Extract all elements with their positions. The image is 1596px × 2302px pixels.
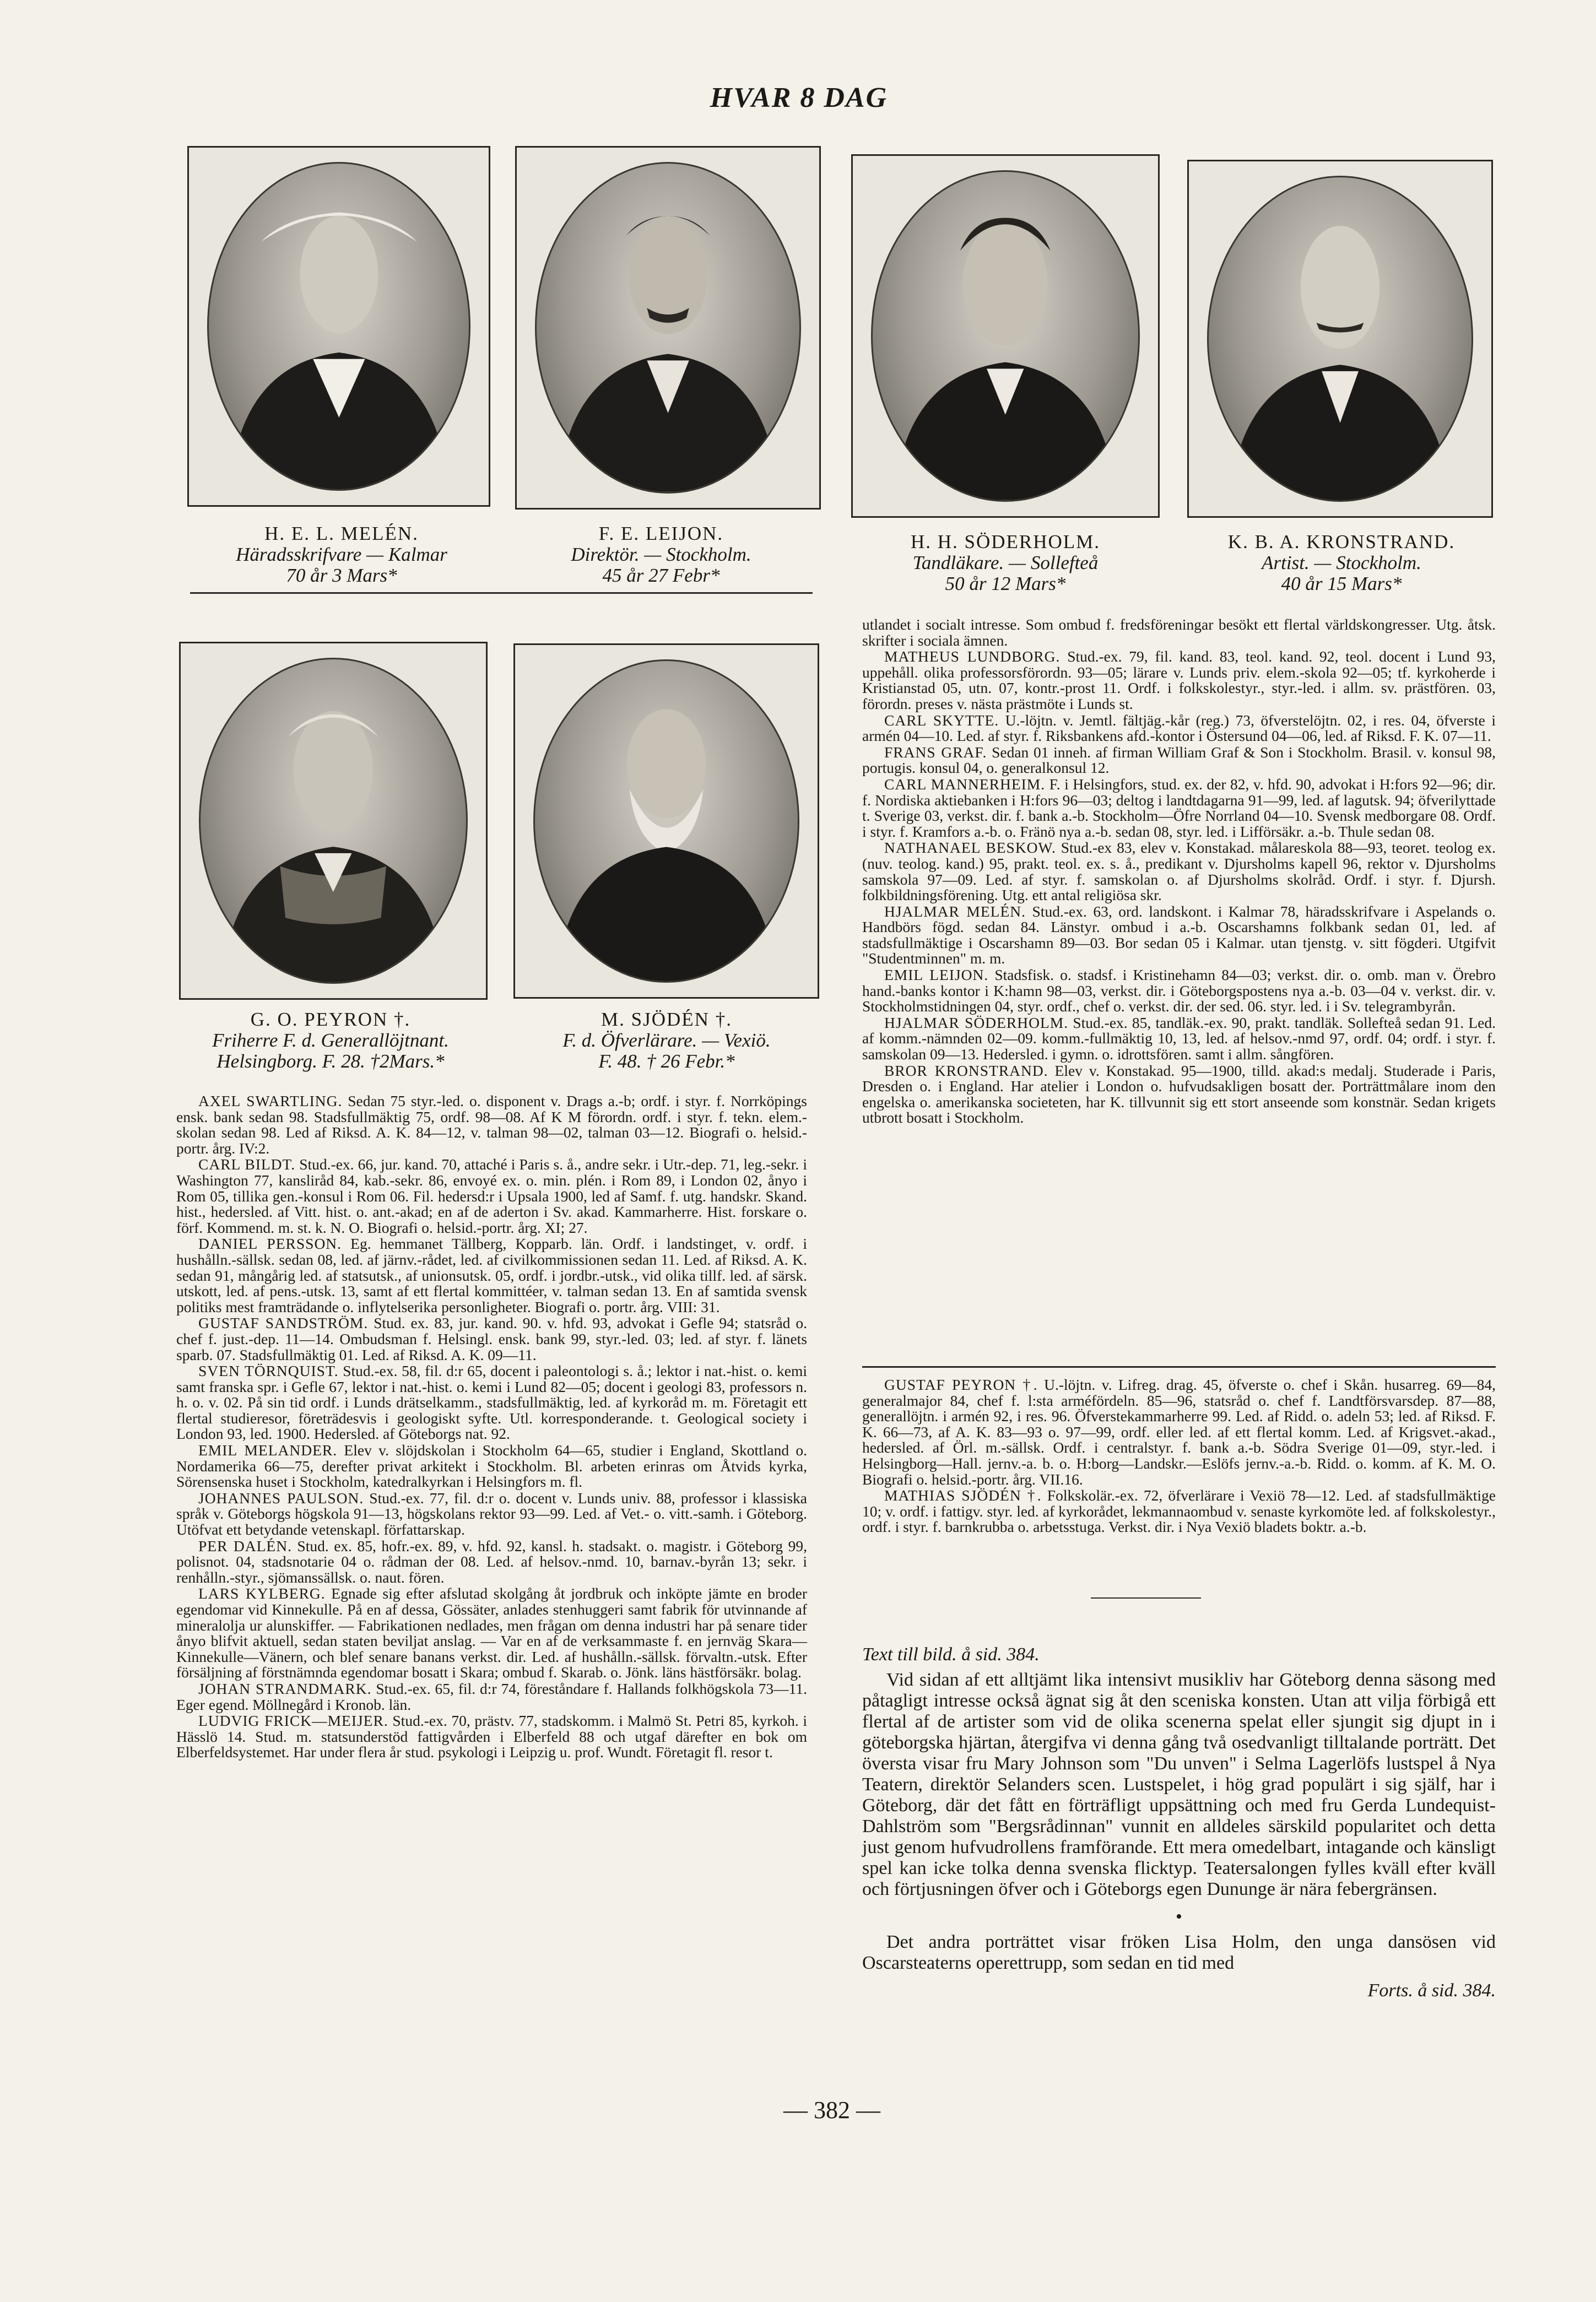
person-silhouette-icon: [201, 659, 466, 982]
bio-entry: [176, 1539, 807, 1586]
caption-name: K. B. A. KRONSTRAND.: [1227, 531, 1456, 553]
bio-entry: [176, 1236, 807, 1315]
bio-name: EMIL LEIJON.: [884, 966, 989, 984]
bio-name: MATHEUS LUNDBORG.: [884, 648, 1061, 665]
bio-text: Stud.-ex 83, elev v. Konstakad. målareskola 88—93, teoret. teolog ex. (nuv. teolog. kand.) 95, prakt. teol. ex. s. å., predikant v. Djursholms kapell 96, rektor v. Djursholms samskola 97—09. Led. af styr. f. samskolan o. af Djursholms skolråd. Ordf. i styr. f. Djursh. folkbildningsförening. Utg. ett antal religiösa skr.: [862, 839, 1496, 904]
caption-leijon: [507, 523, 815, 586]
bio-text: Stud. ex. 85, hofr.-ex. 89, v. hfd. 92, kansl. h. stadsakt. o. magistr. i Göteborg 99, polisnot. 04, stadsnotarie 04 o. rådman der 08. Led. af helsov.-nmd. 10, barnav.-byrån 13; sekr. i renhålln.-styr., sjömanssällsk. o. naut. fören.: [176, 1537, 807, 1586]
portrait-photo: [533, 659, 799, 983]
caption-name: H. H. SÖDERHOLM.: [910, 531, 1101, 553]
portrait-leijon: [515, 146, 821, 510]
bio-entry: [862, 617, 1496, 648]
bio-name: CARL SKYTTE.: [884, 711, 999, 729]
bio-text: Sedan 75 styr.-led. o. disponent v. Drags a.-b; ordf. i styr. f. Norrköpings ensk. bank sedan 98. Stadsfullmäktig 75, ordf. 98—08. Af K M förordn. ordf. i styr. f. tekn. elem.-skolan sedan 98. Led af Riksd. A. K. 84—12, v. talman 98—02, talman 03—12. Biografi o. helsid.-portr. årg. IV:2.: [176, 1092, 808, 1157]
bio-entry: [176, 1157, 807, 1236]
caption-sjoden: [507, 1009, 826, 1072]
bio-text: Stud.-ex. 63, ord. landskont. i Kalmar 78, häradsskrifvare i Aspelands o. Handbörs fögd. sedan 84. Länstyr. ombud i a.-b. Oscarshamns folkbank sedan 01, led. af stadsfullmäktige i Oscarshamn 89—03. Bor sedan 05 i Kalmar. utan tjenstg. v. sitt fögderi. Utgifvit "Studentminnen" m. m.: [862, 902, 1496, 967]
portrait-kronstrand: [1187, 160, 1493, 518]
page-number: — 382 —: [783, 2097, 880, 2124]
bio-entry: [176, 1586, 807, 1681]
bio-name: LUDVIG FRICK—MEIJER.: [198, 1712, 388, 1730]
caption-title: Tandläkare. — Sollefteå: [912, 552, 1099, 573]
caption-date: 45 år 27 Febr*: [602, 565, 720, 586]
bio-text: Elev v. Konstakad. 95—1900, tilld. akad:s medalj. Studerade i Paris, Dresden o. i England. Har atelier i London o. hufvudsakligen bosatt der. Porträttmålare inom den engelska o. amerikanska societeten, har K. tillvunnit sig ett stort anseende som konstnär. Sedan krigets utbrott bosatt i Stockholm.: [862, 1061, 1496, 1126]
person-silhouette-icon: [209, 164, 469, 489]
caption-peyron: [165, 1009, 496, 1072]
bio-text: Egnade sig efter afslutad skolgång åt jordbruk och inköpte jämte en broder egendomar vid Kinnekulle. På en af dessa, Gössäter, anlades stenhuggeri samt fabrik för utvinnande af mineralolja ur alunskiffer. — Fabrikationen nedlades, men frågan om denna industri har på senare tider ånyo blifvit aktuell, sedan staten beviljat anslag. — Var en af de verksammaste f. en jernväg Skara—Kinnekulle—Vänern, och blef senare banans verkst. dir. Led. af hushålln.-sällsk. förvaltn.-utsk. Efter försäljning af förstnämnda egendomar bosatt i Skara; ombud f. Skarab. o. Jönk. läns hästförsäkr. bolag.: [176, 1585, 808, 1681]
article-text: [862, 1644, 1496, 2008]
bio-text: Eg. hemmanet Tällberg, Kopparb. län. Ordf. i landstinget, v. ordf. i hushålln.-sällsk. sedan 08, led. af järnv.-rådet, led. af civilkommissionen sedan 11. Led. af Riksd. A. K. sedan 91, mångårig led. af statsutsk., af unionsutsk. 05, ordf. i jordbr.-utsk., vid olika tillf. led. af särsk. utskott, led. af pens.-utsk. 13, samt af ett flertal kommittéer, v. talman sedan 13. En af samtida svensk politiks mest framträdande o. inflytelserika personligheter. Biografi o. portr. årg. VIII: 31.: [176, 1235, 807, 1315]
bio-text: Elev v. slöjdskolan i Stockholm 64—65, studier i England, Skottland o. Nordamerika 66—75, derefter privat arkitekt i Stockholm. Bl. arbeten erinras om Åtvids kyrka, Sörensenska huset i Stockholm, katedralkyrkan i Helsingfors m. fl.: [176, 1442, 808, 1491]
article-heading: Text till bild. å sid. 384.: [862, 1644, 1040, 1665]
bio-name: BROR KRONSTRAND.: [884, 1061, 1048, 1079]
caption-date: Helsingborg. F. 28. †2Mars.*: [217, 1050, 445, 1072]
right-column-top: [862, 617, 1496, 1126]
caption-name: F. E. LEIJON.: [598, 523, 724, 544]
bio-entry: [176, 1315, 807, 1363]
caption-title: Direktör. — Stockholm.: [571, 544, 751, 565]
caption-title: Artist. — Stockholm.: [1262, 552, 1421, 573]
bio-name: AXEL SWARTLING.: [198, 1092, 343, 1109]
caption-name: G. O. PEYRON †.: [250, 1009, 411, 1030]
bio-entry: [862, 967, 1496, 1015]
caption-melen: [187, 523, 496, 586]
bio-text: Stud.-ex. 70, prästv. 77, stadskomm. i Malmö St. Petri 85, kyrkoh. i Hässlö 14. Stud. m. statsunderstöd fattigvården i Elberfeld 88 och utgaf därefter en bok om Elberfeldsystemet. Har under flera år stud. psykologi i Leipzig u. prof. Wundt. Företagit fl. resor t.: [176, 1712, 808, 1761]
bio-entry: [176, 1443, 807, 1490]
bio-entry: [862, 1488, 1496, 1535]
caption-date: 70 år 3 Mars*: [286, 565, 397, 586]
bio-entry: [176, 1093, 807, 1156]
person-silhouette-icon: [535, 661, 798, 982]
portrait-photo: [1207, 176, 1473, 502]
bio-name: JOHAN STRANDMARK.: [198, 1680, 372, 1697]
caption-rule: [190, 592, 813, 594]
left-column: [176, 1093, 807, 1761]
bio-text: Stud.-ex. 85, tandläk.-ex. 90, prakt. tandläk. Sollefteå sedan 91. Led. af komm.-nämnden 02—09. komm.-fullmäktig 10, 13, led. af helsov.-nmd 97, ordf. 04; ordf. i styr. f. samskolan 09—13. Hedersled. i gymn. o. idrottsfören. samt i allm. sångfören.: [862, 1014, 1496, 1063]
bio-name: SVEN TÖRNQUIST.: [198, 1362, 339, 1380]
bio-name: FRANS GRAF.: [884, 743, 987, 761]
caption-soderholm: [851, 532, 1160, 594]
separator-dot: •: [1176, 1906, 1182, 1927]
bio-text: F. i Helsingfors, stud. ex. der 82, v. hfd. 90, advokat i H:fors 92—96; dir. f. Nordiska aktiebanken i H:fors 96—03; deltog i landtdagarna 91—99, led. af lagutsk. 94; öfverilyttade t. Sverige 03, verkst. dir. f. bank a.-b. Stockholm—Öfre Norrland 04—10. Svensk medborgare 08. Ordf. i styr. f. Kramfors a.-b. o. Fränö nya a.-b. sedan 08, styr. led. i Lifförsäkr. a.-b. Thule sedan 08.: [862, 775, 1496, 840]
bio-name: NATHANAEL BESKOW.: [884, 839, 1056, 857]
article-paragraph: Det andra porträttet visar fröken Lisa Holm, den unga dansösen vid Oscarsteaterns operettrupp, som sedan en tid med: [862, 1932, 1496, 1973]
caption-name: H. E. L. MELÉN.: [264, 523, 419, 544]
bio-name: CARL MANNERHEIM.: [884, 775, 1046, 793]
caption-name: M. SJÖDÉN †.: [601, 1009, 732, 1030]
bio-entry: [862, 649, 1496, 712]
bio-entry: [862, 777, 1496, 839]
bio-text: Stud. ex. 83, jur. kand. 90. v. hfd. 93, advokat i Gefle 94; statsråd o. chef f. just.-dep. 11—14. Ombudsman f. Helsingl. ensk. bank 99, styr.-led. 03; led. af styr. f. länets sparb. 07. Stadsfullmäktig 01. Led. af Riksd. A. K. 09—11.: [176, 1314, 808, 1363]
bio-text: Stud.-ex. 65, fil. d:r 74, föreståndare f. Hallands folkhögskola 73—11. Eger egend. Möllnegård i Kronob. län.: [176, 1680, 808, 1713]
bio-entry: [176, 1491, 807, 1538]
right-column-mid: [862, 1377, 1496, 1536]
bio-text: U.-löjtn. v. Lifreg. drag. 45, öfverste o. chef i Skån. husarreg. 69—84, generalmajor 84, chef f. l:sta arméfördeln. 85—96, statsråd o. chef f. Landtförsvarsdep. 87—88, generallöjtn. i armén 92, i res. 96. Öfverstekammarherre 99. Led. af Ridd. o. adeln 53; led. af Riksd. F. K. 66—73, af A. K. 83—93 o. 97—99, ordf. eller led. af ett flertal komm. Led. af Krigsvet.-akad., hedersled. af Örl. m.-sällsk. Ordf. i centralstyr. f. bank a.-b. Södra Sverige 01—09, styr.-led. i Helsingborg—Hall. jernv.-a. b. o. H:borg—Landskr.—Eslöfs jernv.-a.-b. Ridd. o. komm. af K. M. O. Biografi o. helsid.-portr. årg. VII.16.: [862, 1376, 1496, 1488]
portrait-melen: [187, 146, 490, 507]
bio-text: Stadsfisk. o. stadsf. i Kristinehamn 84—03; verkst. dir. o. omb. man v. Örebro hand.-banks kontor i K:hamn 98—03, verkst. dir. i Göteborgspostens nya a.-b. 03—04 v. verkst. dir. v. Stockholmstidningen 04, styr. ordf., chef o. verkst. dir. der sed. 06. styr. led. i i Sv. telegrambyrån.: [862, 966, 1496, 1015]
bio-text: Stud.-ex. 66, jur. kand. 70, attaché i Paris s. å., andre sekr. i Utr.-dep. 71, leg.-sekr. i Washington 77, kansliråd 84, kab.-sekr. 86, envoyé ex. o. min. plén. i Rom 89, i London 02, ånyo i Rom 05, tillika gen.-konsul i Rom 06. Fil. hedersd:r i Upsala 1900, led af Samf. f. utg. handskr. Skand. hist., hedersled. af Vitt. hist. o. ant.-akad; en af de aderton i Sv. akad. Kammarherre. Hist. forskare o. förf. Kommend. m. st. k. N. O. Biografi o. helsid.-portr. årg. XI; 27.: [176, 1156, 807, 1236]
person-silhouette-icon: [873, 172, 1138, 500]
bio-entry: [862, 1015, 1496, 1063]
bio-name: HJALMAR SÖDERHOLM.: [884, 1014, 1069, 1031]
caption-title: F. d. Öfverlärare. — Vexiö.: [562, 1030, 771, 1051]
bio-text: Stud.-ex. 77, fil. d:r o. docent v. Lunds univ. 88, professor i klassiska språk v. Göteborgs högskola 91—13, högskolans rektor 93—99. Led. af Vet.- o. vitt.-samh. i Göteborg. Utöfvat ett betydande vetenskapl. författarskap.: [176, 1489, 808, 1539]
portrait-sjoden: [513, 643, 819, 999]
portrait-soderholm: [851, 154, 1160, 518]
bio-text: Stud.-ex. 58, fil. d:r 65, docent i paleontologi s. å.; lektor i nat.-hist. o. kemi samt franska spr. i Gefle 67, lektor i nat.-hist. o. kemi i Lund 82—05; docent i geologi 83, professors n. h. o. v. 02. På sin tid ordf. i Lunds drätselkamm., stadsfullmäktig, led. af kyrkoråd m. m. Företagit ett flertal studieresor, företrädesvis i geologiskt syfte. Utl. korresponderande. t. Geological society i London 93, led. 1900. Hedersled. af Göteborgs nat. 92.: [176, 1362, 807, 1443]
short-rule: [1091, 1597, 1201, 1599]
bio-name: HJALMAR MELÉN.: [884, 902, 1026, 920]
portrait-photo: [207, 162, 471, 491]
bio-name: CARL BILDT.: [198, 1156, 296, 1173]
bio-name: GUSTAF PEYRON †.: [884, 1376, 1038, 1393]
section-rule: [862, 1366, 1496, 1368]
bio-entry: [862, 1377, 1496, 1487]
bio-name: DANIEL PERSSON.: [198, 1235, 342, 1253]
bio-entry: [176, 1713, 807, 1761]
portrait-peyron: [179, 642, 488, 1000]
portrait-photo: [535, 162, 801, 494]
bio-entry: [862, 745, 1496, 776]
caption-date: F. 48. † 26 Febr.*: [598, 1050, 735, 1072]
bio-name: EMIL MELANDER.: [198, 1442, 338, 1459]
portrait-photo: [199, 658, 468, 984]
article-paragraph: Vid sidan af ett alltjämt lika intensivt musikliv har Göteborg denna säsong med påtagligt intresse också ägnat sig åt den sceniska konsten. Utan att vilja förbigå ett flertal af de artister som vid de olika scenerna spelat eller sjungit sig djupt in i göteborgska hjärtan, återgifva vi denna gång två osedvanligt tilltalande porträtt. Det översta visar fru Mary Johnson som "Du unven" i Selma Lagerlöfs lustspel å Nya Teatern, direktör Selanders scen. Lustspelet, i hög grad populärt i sig själf, har i Göteborg, där det fått en förträfligt uppsättning och med fru Gerda Lundequist-Dahlström som "Bergsrådinnan" vunnit en alldeles särskild popularitet och detta just genom hufvudrollens framförande. Ett mera omedelbart, intagande och känsligt spel kan icke tolka denna svenska flicktyp. Teatersalongen fylles kväll efter kväll och förtjusningen öfver och i Göteborgs egen Dununge är nära febergränsen.: [862, 1670, 1496, 1899]
bio-name: PER DALÉN.: [198, 1537, 292, 1554]
caption-title: Friherre F. d. Generallöjtnant.: [212, 1030, 449, 1051]
person-silhouette-icon: [1209, 177, 1471, 500]
bio-text: Folkskolär.-ex. 72, öfverlärare i Vexiö 78—12. Led. af stadsfullmäktige 10; v. ordf. i fattigv. styr. led. af kyrkorådet, lekmannaombud v. senaste kyrkomöte led. af folkskolestyr., ordf. i styr. f. barnkrubba o. arbetsstuga. Verkst. dir. i Nya Vexiö bladets boktr. a.-b.: [862, 1487, 1496, 1536]
bio-entry: [862, 904, 1496, 967]
bio-entry: [862, 713, 1496, 744]
bio-name: JOHANNES PAULSON.: [198, 1489, 364, 1507]
bio-text: Stud.-ex. 79, fil. kand. 83, teol. kand. 92, teol. docent i Lund 93, uppehåll. olika professorsförordn. 93—05; lärare v. Lunds priv. elem.-skola 92—05; tf. kyrkoherde i Kristianstad 05, utn. 07, kontr.-prost 11. Ordf. i folkskolestyr., styr.-led. i allm. sv. prästfören. 03, förordn. preses v. nästa prästmöte i Lunds st.: [862, 648, 1496, 712]
bio-text: U.-löjtn. v. Jemtl. fältjäg.-kår (reg.) 73, öfverstelöjtn. 02, i res. 04, öfverste i armén 04—10. Led. af styr. f. Riksbankens afd.-kontor i Östersund 04—06, led. af Riksd. F. K. 07—11.: [862, 711, 1496, 745]
bio-entry: [862, 1063, 1496, 1126]
caption-date: 50 år 12 Mars*: [945, 573, 1066, 594]
bio-entry: [176, 1681, 807, 1713]
bio-name: MATHIAS SJÖDÉN †.: [884, 1487, 1042, 1504]
bio-text: utlandet i socialt intresse. Som ombud f. fredsföreningar besökt ett flertal världskongresser. Utg. åtsk. skrifter i sociala ämnen.: [862, 616, 1496, 649]
bio-entry: [176, 1363, 807, 1442]
continued-note: Forts. å sid. 384.: [1367, 1980, 1496, 2001]
bio-name: LARS KYLBERG.: [198, 1585, 326, 1602]
caption-date: 40 år 15 Mars*: [1281, 573, 1402, 594]
bio-entry: [862, 840, 1496, 903]
bio-name: GUSTAF SANDSTRÖM.: [198, 1314, 369, 1332]
caption-kronstrand: [1187, 532, 1496, 594]
portrait-photo: [871, 170, 1140, 502]
caption-title: Häradsskrifvare — Kalmar: [236, 544, 447, 565]
masthead: HVAR 8 DAG: [710, 82, 888, 113]
person-silhouette-icon: [537, 164, 799, 492]
bio-text: Sedan 01 inneh. af firman William Graf & Son i Stockholm. Brasil. v. konsul 98, portugis. konsul 04, o. generalkonsul 12.: [862, 743, 1496, 777]
